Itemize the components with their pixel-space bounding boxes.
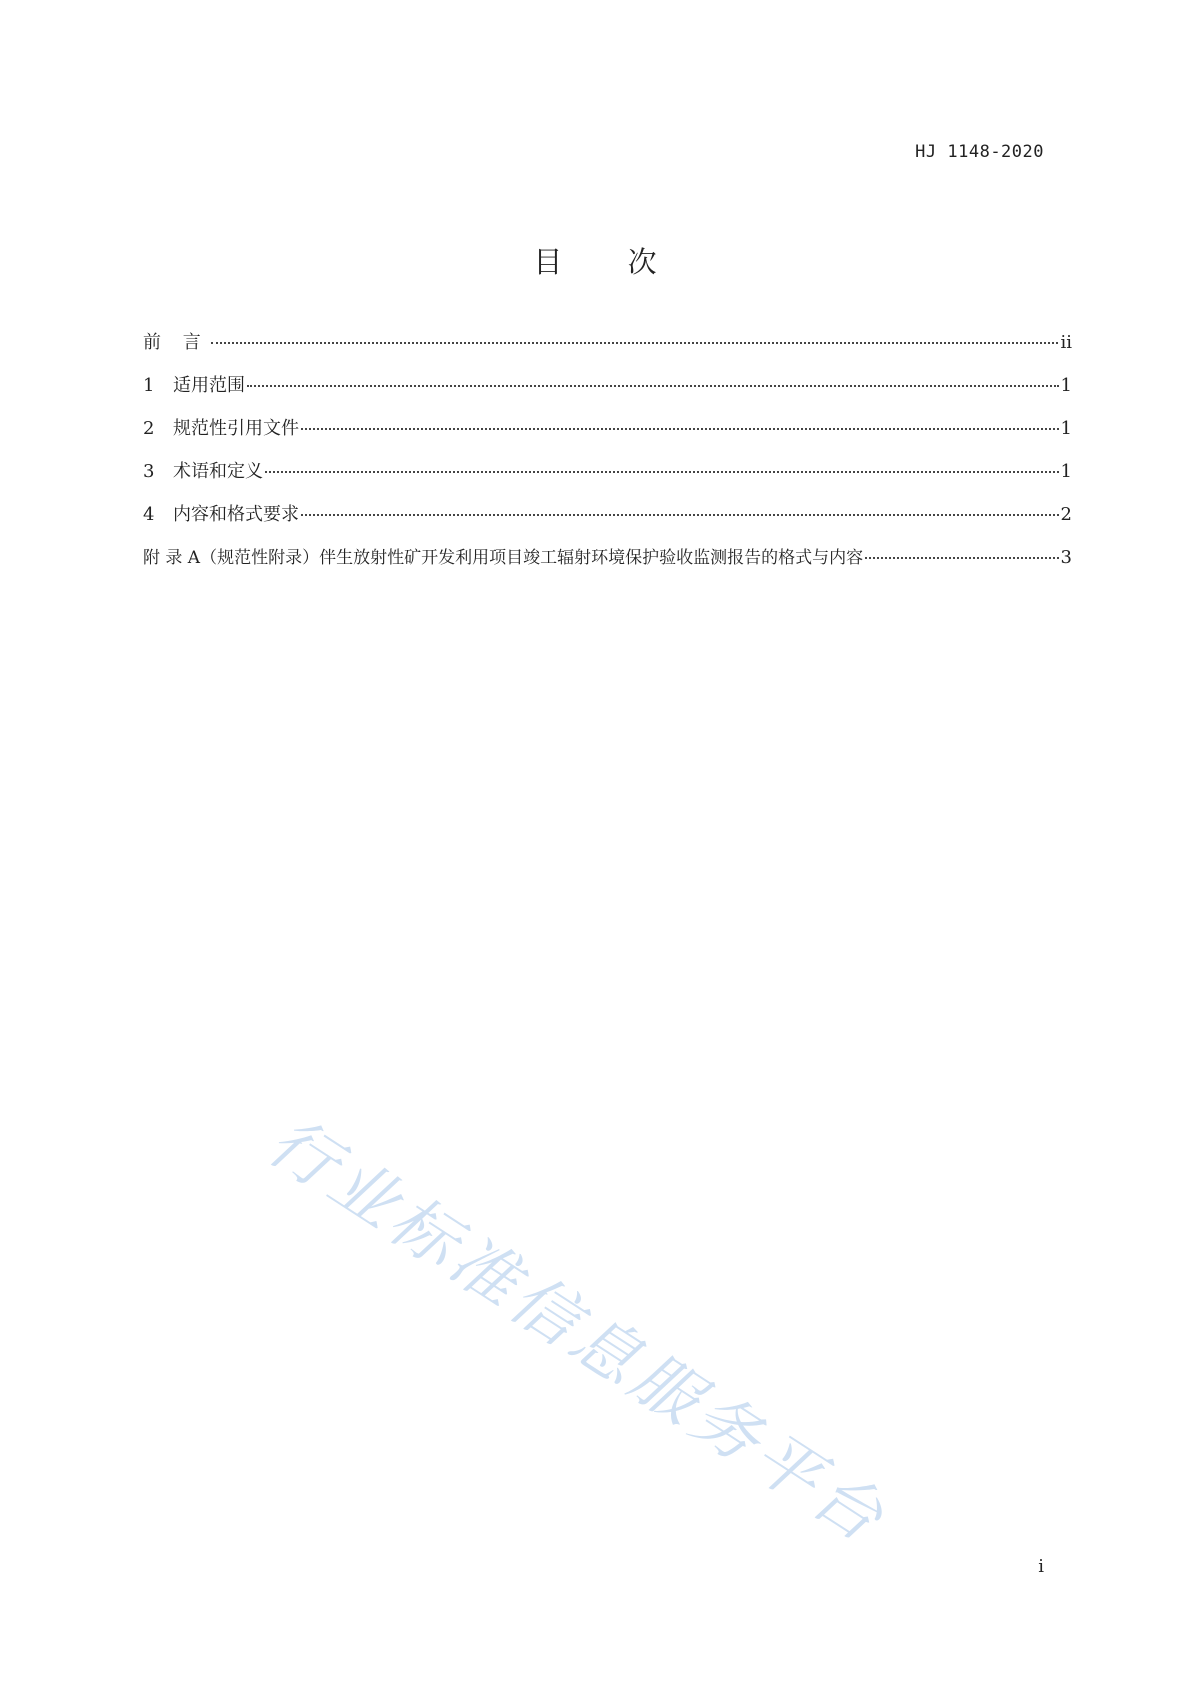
toc-page: 2 [1060, 504, 1072, 525]
watermark: 行业标准信息服务平台 [254, 1102, 901, 1560]
toc-label: 规范性引用文件 [173, 418, 299, 439]
toc-entry-appendix-a[interactable] [143, 543, 1072, 586]
toc-leader [301, 428, 1059, 430]
toc-leader [247, 385, 1059, 387]
toc-number: 4 [143, 504, 155, 525]
toc-leader [265, 471, 1059, 473]
toc-entry-1[interactable] [143, 371, 1072, 414]
page-number: i [1038, 1556, 1044, 1577]
toc-entry-3[interactable] [143, 457, 1072, 500]
toc-label: 附 录 A（规范性附录）伴生放射性矿开发利用项目竣工辐射环境保护验收监测报告的格式与内容 [143, 548, 864, 568]
toc-page: 3 [1060, 547, 1072, 568]
toc-entry-preface[interactable] [143, 328, 1072, 371]
toc-leader [865, 557, 1058, 559]
toc-entry-2[interactable] [143, 414, 1072, 457]
standard-code: HJ 1148-2020 [915, 142, 1044, 162]
toc-number: 1 [143, 375, 155, 396]
toc-leader [211, 342, 1059, 344]
toc-label: 前 言 [143, 332, 209, 353]
toc-label: 内容和格式要求 [173, 504, 299, 525]
toc-page: 1 [1060, 418, 1072, 439]
toc-page: 1 [1060, 461, 1072, 482]
toc-number: 3 [143, 461, 155, 482]
toc-leader [301, 514, 1059, 516]
toc-page: 1 [1060, 375, 1072, 396]
toc-number: 2 [143, 418, 155, 439]
table-of-contents [143, 328, 1072, 586]
page-title: 目 次 [533, 245, 685, 279]
toc-entry-4[interactable] [143, 500, 1072, 543]
toc-label: 术语和定义 [173, 461, 263, 482]
toc-label: 适用范围 [173, 375, 245, 396]
toc-page: ii [1060, 332, 1072, 353]
